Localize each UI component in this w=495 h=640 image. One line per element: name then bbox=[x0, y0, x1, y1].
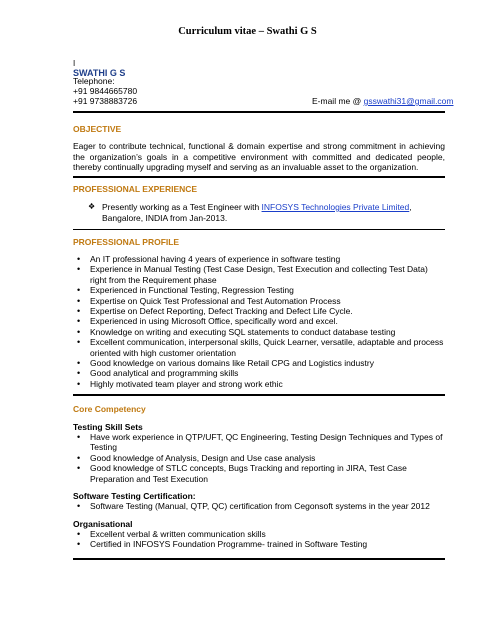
experience-suffix: , Bangalore, INDIA from Jan-2013. bbox=[102, 202, 412, 223]
list-item: • Good knowledge of Analysis, Design and Use case analysis bbox=[73, 453, 445, 463]
divider bbox=[73, 111, 445, 113]
email-link[interactable]: gsswathi31@gmail.com bbox=[363, 96, 454, 106]
list-item: • Highly motivated team player and strong work ethic bbox=[73, 379, 445, 389]
experience-prefix: Presently working as a Test Engineer with bbox=[102, 202, 262, 212]
list-item: • Software Testing (Manual, QTP, QC) certification from Cegonsoft systems in the year 2012 bbox=[73, 501, 445, 511]
divider bbox=[73, 176, 445, 178]
testing-skills-list bbox=[73, 432, 445, 484]
list-item: • Excellent communication, interpersonal skills, Quick Learner, versatile, adaptable and process oriented with high customer orientation bbox=[73, 337, 445, 358]
divider bbox=[73, 558, 445, 560]
document-title: Curriculum vitae – Swathi G S bbox=[178, 26, 317, 37]
objective-heading: OBJECTIVE bbox=[73, 124, 122, 134]
organisational-heading: Organisational bbox=[73, 519, 133, 529]
divider bbox=[73, 394, 445, 396]
experience-heading: PROFESSIONAL EXPERIENCE bbox=[73, 184, 198, 194]
candidate-name: SWATHI G S bbox=[73, 68, 126, 78]
profile-heading: PROFESSIONAL PROFILE bbox=[73, 237, 180, 247]
list-item: • Experienced in Functional Testing, Regression Testing bbox=[73, 285, 445, 295]
phone-number-1: +91 9844665780 bbox=[73, 86, 138, 96]
list-item: • Expertise on Quick Test Professional and Test Automation Process bbox=[73, 296, 445, 306]
list-item: • An IT professional having 4 years of experience in software testing bbox=[73, 254, 445, 264]
list-item: • Good knowledge of STLC concepts, Bugs Tracking and reporting in JIRA, Test Case Preparation and Test Execution bbox=[73, 463, 445, 484]
list-item: • Have work experience in QTP/UFT, QC Engineering, Testing Design Techniques and Types of Testing bbox=[73, 432, 445, 453]
list-item: • Experience in Manual Testing (Test Case Design, Test Execution and collecting Test Data) right from the Requirement phase bbox=[73, 264, 445, 285]
email-line bbox=[312, 96, 454, 106]
certification-heading: Software Testing Certification: bbox=[73, 491, 196, 501]
profile-list bbox=[73, 254, 445, 389]
objective-text: Eager to contribute technical, functional & domain expertise and strong commitment in achieving the organization’s goals in a competitive environment with committed and dedicated people, thereby continually upgrading myself and serving as an invaluable asset to the organization. bbox=[73, 141, 445, 172]
list-item: • Certified in INFOSYS Foundation Programme- trained in Software Testing bbox=[73, 539, 445, 549]
organisational-list bbox=[73, 529, 445, 550]
email-prefix: E-mail me @ bbox=[312, 96, 364, 106]
testing-skills-heading: Testing Skill Sets bbox=[73, 422, 143, 432]
list-item: • Good knowledge on various domains like Retail CPG and Logistics industry bbox=[73, 358, 445, 368]
certification-list bbox=[73, 501, 445, 511]
list-item: • Excellent verbal & written communication skills bbox=[73, 529, 445, 539]
phone-number-2: +91 9738883726 bbox=[73, 96, 138, 106]
list-item: • Knowledge on writing and executing SQL statements to conduct database testing bbox=[73, 327, 445, 337]
telephone-label: Telephone: bbox=[73, 76, 115, 86]
divider bbox=[73, 229, 445, 230]
core-competency-heading: Core Competency bbox=[73, 404, 146, 414]
experience-item bbox=[88, 202, 445, 223]
list-item: • Experienced in using Microsoft Office, specifically word and excel. bbox=[73, 316, 445, 326]
list-item: • Expertise on Defect Reporting, Defect Tracking and Defect Life Cycle. bbox=[73, 306, 445, 316]
list-item: • Good analytical and programming skills bbox=[73, 368, 445, 378]
text-cursor-mark: I bbox=[73, 59, 76, 68]
company-link[interactable]: INFOSYS Technologies Private Limited bbox=[261, 202, 410, 212]
diamond-bullet-icon: ❖ bbox=[88, 202, 96, 211]
